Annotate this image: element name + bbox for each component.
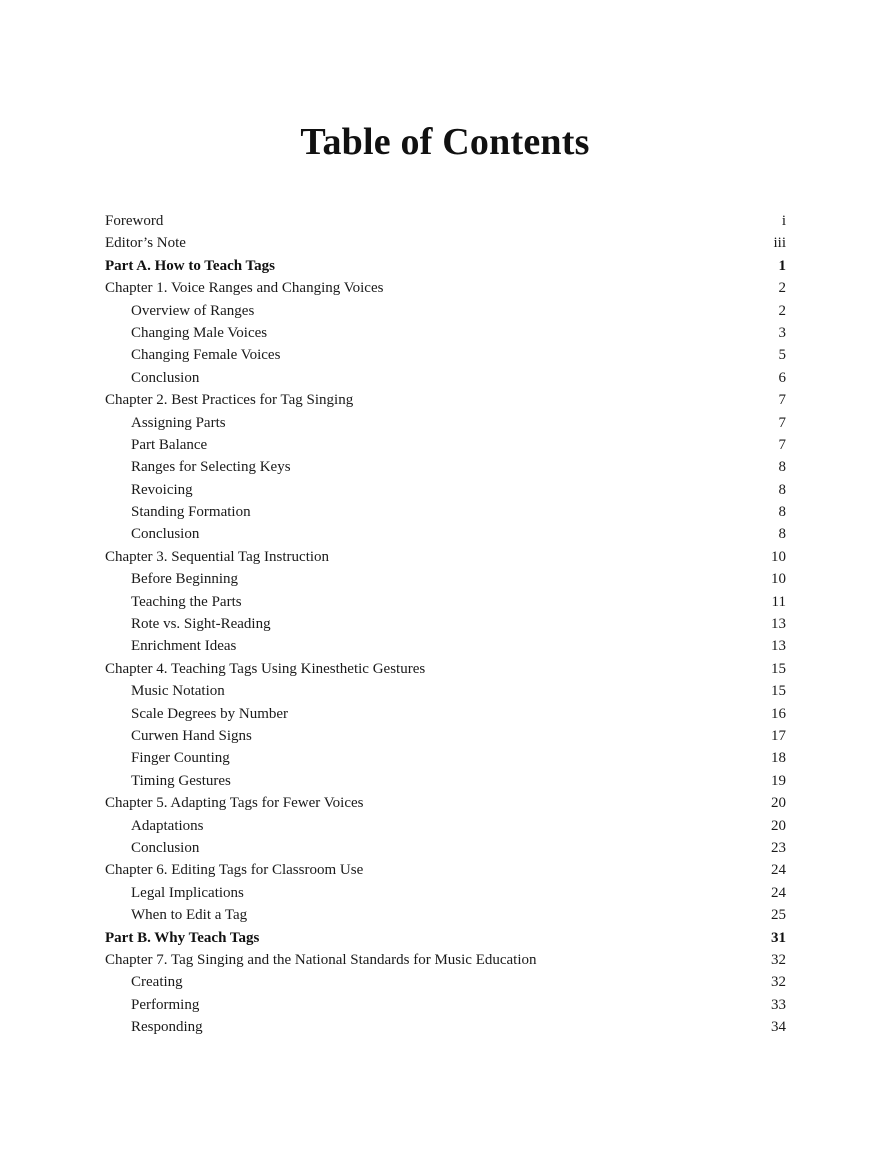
toc-entry[interactable]	[105, 815, 786, 837]
toc-entry-page-number: 7	[778, 392, 786, 409]
toc-entry-page-number: 3	[778, 324, 786, 341]
toc-entry-label: Chapter 3. Sequential Tag Instruction	[105, 548, 330, 565]
toc-entry[interactable]	[105, 546, 786, 568]
toc-entry-label: Creating	[131, 974, 183, 991]
toc-entry-page-number: 31	[771, 929, 786, 946]
toc-entry-label: Curwen Hand Signs	[131, 727, 252, 744]
toc-entry-page-number: 19	[771, 772, 786, 789]
toc-entry-label: Timing Gestures	[131, 772, 231, 789]
toc-entry-label: Chapter 1. Voice Ranges and Changing Voices	[105, 280, 384, 297]
toc-entry-page-number: 20	[771, 795, 786, 812]
toc-entry[interactable]	[105, 568, 786, 590]
toc-entry-page-number: 17	[771, 727, 786, 744]
toc-entry-page-number: 32	[771, 951, 786, 968]
toc-entry[interactable]	[105, 232, 786, 254]
toc-entry-label: Teaching the Parts	[131, 593, 242, 610]
toc-entry-page-number: 6	[778, 369, 786, 386]
toc-entry[interactable]	[105, 1016, 786, 1038]
toc-entry-label: Performing	[131, 996, 200, 1013]
toc-entry-label: Music Notation	[131, 683, 225, 700]
toc-list	[105, 210, 786, 1038]
toc-entry-label: Editor’s Note	[105, 235, 186, 252]
toc-entry-label: Part A. How to Teach Tags	[105, 257, 276, 274]
toc-entry[interactable]	[105, 389, 786, 411]
toc-entry-label: Conclusion	[131, 526, 200, 543]
toc-entry[interactable]	[105, 747, 786, 769]
toc-entry-page-number: 2	[778, 280, 786, 297]
toc-entry-label: Chapter 5. Adapting Tags for Fewer Voices	[105, 795, 364, 812]
toc-entry-page-number: 24	[771, 884, 786, 901]
toc-entry[interactable]	[105, 277, 786, 299]
toc-entry-label: Revoicing	[131, 481, 193, 498]
toc-entry[interactable]	[105, 949, 786, 971]
toc-entry[interactable]	[105, 367, 786, 389]
toc-entry[interactable]	[105, 904, 786, 926]
toc-entry[interactable]	[105, 344, 786, 366]
toc-entry[interactable]	[105, 971, 786, 993]
toc-entry-page-number: 15	[771, 660, 786, 677]
toc-entry-label: Chapter 4. Teaching Tags Using Kinesthetic Gestures	[105, 660, 426, 677]
toc-entry[interactable]	[105, 635, 786, 657]
toc-entry[interactable]	[105, 927, 786, 949]
toc-entry-page-number: 10	[771, 571, 786, 588]
toc-entry-label: Scale Degrees by Number	[131, 705, 289, 722]
toc-entry-label: Changing Male Voices	[131, 324, 268, 341]
toc-entry[interactable]	[105, 658, 786, 680]
toc-entry-page-number: 8	[778, 459, 786, 476]
toc-entry-label: Standing Formation	[131, 504, 251, 521]
toc-entry-label: Foreword	[105, 213, 164, 229]
toc-entry-label: Responding	[131, 1019, 203, 1036]
toc-entry-page-number: 24	[771, 862, 786, 879]
toc-entry[interactable]	[105, 770, 786, 792]
toc-entry-page-number: iii	[773, 235, 786, 252]
toc-entry[interactable]	[105, 837, 786, 859]
toc-entry-page-number: 20	[771, 817, 786, 834]
toc-entry-page-number: 33	[771, 996, 786, 1013]
toc-entry-page-number: 1	[778, 257, 786, 274]
toc-entry-page-number: i	[781, 213, 786, 229]
toc-entry-page-number: 13	[771, 616, 786, 633]
toc-entry-page-number: 13	[771, 638, 786, 655]
toc-entry[interactable]	[105, 501, 786, 523]
toc-entry-page-number: 8	[778, 526, 786, 543]
toc-entry[interactable]	[105, 703, 786, 725]
toc-entry-label: Part Balance	[131, 436, 208, 453]
toc-entry-label: Adaptations	[131, 817, 204, 834]
toc-entry-page-number: 8	[778, 504, 786, 521]
toc-entry-label: Enrichment Ideas	[131, 638, 237, 655]
page-title: Table of Contents	[300, 121, 590, 163]
toc-entry-label: Assigning Parts	[131, 414, 226, 431]
toc-entry[interactable]	[105, 994, 786, 1016]
toc-entry[interactable]	[105, 613, 786, 635]
toc-entry[interactable]	[105, 322, 786, 344]
toc-entry-label: Conclusion	[131, 369, 200, 386]
toc-entry[interactable]	[105, 434, 786, 456]
toc-entry[interactable]	[105, 210, 786, 232]
toc-entry[interactable]	[105, 255, 786, 277]
toc-entry-label: Finger Counting	[131, 750, 230, 767]
toc-entry[interactable]	[105, 859, 786, 881]
toc-entry[interactable]	[105, 456, 786, 478]
toc-entry-page-number: 5	[778, 347, 786, 364]
toc-entry-label: Conclusion	[131, 839, 200, 856]
toc-entry-page-number: 8	[778, 481, 786, 498]
toc-entry-page-number: 16	[771, 705, 786, 722]
toc-entry-page-number: 25	[771, 907, 786, 924]
toc-entry-page-number: 18	[771, 750, 786, 767]
toc-entry-label: Rote vs. Sight-Reading	[131, 616, 271, 633]
toc-entry-page-number: 34	[771, 1019, 786, 1036]
toc-entry[interactable]	[105, 412, 786, 434]
toc-entry-label: Before Beginning	[131, 571, 239, 588]
toc-entry-page-number: 7	[778, 414, 786, 431]
toc-entry-page-number: 10	[771, 548, 786, 565]
toc-entry-label: Chapter 2. Best Practices for Tag Singing	[105, 392, 354, 409]
toc-entry[interactable]	[105, 591, 786, 613]
toc-entry-page-number: 15	[771, 683, 786, 700]
toc-entry-label: Chapter 7. Tag Singing and the National Standards for Music Education	[105, 951, 537, 968]
toc-entry[interactable]	[105, 300, 786, 322]
toc-entry-page-number: 32	[771, 974, 786, 991]
toc-entry-page-number: 7	[778, 436, 786, 453]
toc-entry-page-number: 2	[778, 302, 786, 319]
toc-entry-label: Overview of Ranges	[131, 302, 255, 319]
toc-entry-page-number: 11	[771, 593, 786, 610]
toc-entry[interactable]	[105, 725, 786, 747]
toc-entry[interactable]	[105, 882, 786, 904]
toc-entry[interactable]	[105, 792, 786, 814]
toc-entry-label: When to Edit a Tag	[131, 907, 248, 924]
toc-entry[interactable]	[105, 479, 786, 501]
toc-entry-label: Part B. Why Teach Tags	[105, 929, 260, 946]
toc-entry-label: Ranges for Selecting Keys	[131, 459, 291, 476]
toc-entry-label: Changing Female Voices	[131, 347, 281, 364]
toc-entry-page-number: 23	[771, 839, 786, 856]
toc-entry-label: Chapter 6. Editing Tags for Classroom Use	[105, 862, 364, 879]
toc-entry[interactable]	[105, 680, 786, 702]
toc-entry-label: Legal Implications	[131, 884, 244, 901]
toc-entry[interactable]	[105, 523, 786, 545]
